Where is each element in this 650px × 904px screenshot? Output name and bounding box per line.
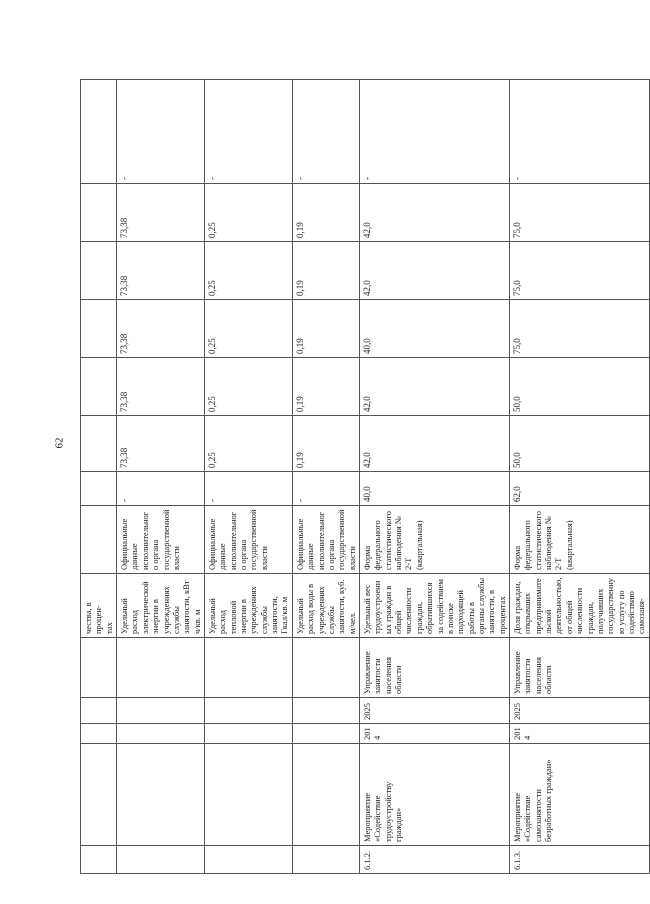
cell-event: Мероприятие «Содействие самозанятости безработных граждан» bbox=[510, 744, 650, 846]
cell-no bbox=[292, 846, 359, 874]
cell-v6: 0,19 bbox=[292, 184, 359, 242]
cell-v7: - bbox=[117, 80, 205, 184]
cell-v7 bbox=[81, 80, 117, 184]
cell-v1 bbox=[81, 472, 117, 506]
cell-event bbox=[292, 744, 359, 846]
cell-v3: 50,0 bbox=[510, 358, 650, 416]
cell-v6 bbox=[81, 184, 117, 242]
cell-executor: Управление занятости населения области bbox=[510, 638, 650, 698]
cell-end bbox=[81, 698, 117, 724]
table-row bbox=[117, 80, 205, 874]
cell-v5 bbox=[81, 242, 117, 300]
cell-source: Официальные данные исполнительного органа государственной власти bbox=[117, 506, 205, 574]
cell-v7: - bbox=[292, 80, 359, 184]
cell-v5: 73,38 bbox=[117, 242, 205, 300]
cell-v7: - bbox=[510, 80, 650, 184]
cell-indicator: чества, в процен- тах bbox=[81, 574, 117, 638]
cell-no: 6.1.2. bbox=[359, 846, 509, 874]
cell-v4: 75,0 bbox=[510, 300, 650, 358]
cell-indicator: Удельный вес трудоустроенных граждан в общей численности граждан, обратившихся за содействием в поиске подходящей работы в органы службы занятости, в процентах bbox=[359, 574, 509, 638]
table-row bbox=[510, 80, 650, 874]
cell-indicator: Удельный расход воды в учреждениях службы занятости, куб. м/чел. bbox=[292, 574, 359, 638]
cell-v4: 73,38 bbox=[117, 300, 205, 358]
cell-end: 2025 bbox=[510, 698, 650, 724]
table-row bbox=[292, 80, 359, 874]
cell-v3: 0,19 bbox=[292, 358, 359, 416]
cell-end: 2025 bbox=[359, 698, 509, 724]
cell-v2 bbox=[81, 416, 117, 472]
cell-indicator: Удельный расход тепловой энергии в учреждениях службы занятости, Гкал/кв. м bbox=[204, 574, 292, 638]
cell-v4 bbox=[81, 300, 117, 358]
cell-indicator: Удельный расход электрической энергии в учреждениях службы занятости, кВт ч/кв. м bbox=[117, 574, 205, 638]
cell-end bbox=[204, 698, 292, 724]
table-row bbox=[81, 80, 117, 874]
cell-end bbox=[117, 698, 205, 724]
cell-source: Форма федерального статистического наблюдения № 2-Т (квартальная) bbox=[359, 506, 509, 574]
cell-v2: 0,25 bbox=[204, 416, 292, 472]
cell-no bbox=[117, 846, 205, 874]
cell-v2: 50,0 bbox=[510, 416, 650, 472]
cell-v7: - bbox=[359, 80, 509, 184]
cell-v1: - bbox=[204, 472, 292, 506]
cell-source: Форма федерального статистического наблюдения № 2-Т (квартальная) bbox=[510, 506, 650, 574]
cell-v4: 0,25 bbox=[204, 300, 292, 358]
cell-v1: - bbox=[117, 472, 205, 506]
cell-v6: 42,0 bbox=[359, 184, 509, 242]
cell-v6: 73,38 bbox=[117, 184, 205, 242]
cell-v5: 0,25 bbox=[204, 242, 292, 300]
cell-no bbox=[81, 846, 117, 874]
program-indicators-table bbox=[80, 79, 650, 874]
cell-start bbox=[117, 724, 205, 744]
cell-executor bbox=[117, 638, 205, 698]
cell-v1: 62,0 bbox=[510, 472, 650, 506]
table-row bbox=[204, 80, 292, 874]
cell-start bbox=[292, 724, 359, 744]
cell-v3: 73,38 bbox=[117, 358, 205, 416]
cell-event bbox=[204, 744, 292, 846]
cell-event bbox=[81, 744, 117, 846]
cell-start bbox=[81, 724, 117, 744]
cell-v2: 0,19 bbox=[292, 416, 359, 472]
cell-v6: 75,0 bbox=[510, 184, 650, 242]
cell-start: 2014 bbox=[510, 724, 650, 744]
cell-source: Официальные данные исполнительного органа государственной власти bbox=[292, 506, 359, 574]
rotated-table-wrapper bbox=[80, 80, 647, 874]
cell-v7: - bbox=[204, 80, 292, 184]
cell-start: 2014 bbox=[359, 724, 509, 744]
cell-v1: - bbox=[292, 472, 359, 506]
cell-v5: 42,0 bbox=[359, 242, 509, 300]
cell-v4: 40,0 bbox=[359, 300, 509, 358]
cell-no: 6.1.3. bbox=[510, 846, 650, 874]
cell-v2: 73,38 bbox=[117, 416, 205, 472]
cell-start bbox=[204, 724, 292, 744]
cell-v5: 0,19 bbox=[292, 242, 359, 300]
cell-v3: 0,25 bbox=[204, 358, 292, 416]
cell-executor bbox=[292, 638, 359, 698]
cell-source bbox=[81, 506, 117, 574]
cell-executor bbox=[204, 638, 292, 698]
cell-indicator: Доля граждан, открывших предпринимательской деятельностью, от общей численности граждан, получивших государственную услугу по содействию самозаня- bbox=[510, 574, 650, 638]
cell-v1: 40,0 bbox=[359, 472, 509, 506]
cell-event: Мероприятие «Содействие трудоустройству граждан» bbox=[359, 744, 509, 846]
cell-v5: 75,0 bbox=[510, 242, 650, 300]
cell-v3 bbox=[81, 358, 117, 416]
cell-v6: 0,25 bbox=[204, 184, 292, 242]
table-row bbox=[359, 80, 509, 874]
cell-executor: Управление занятости населения области bbox=[359, 638, 509, 698]
cell-source: Официальные данные исполнительного органа государственной власти bbox=[204, 506, 292, 574]
cell-executor bbox=[81, 638, 117, 698]
cell-no bbox=[204, 846, 292, 874]
cell-event bbox=[117, 744, 205, 846]
cell-v2: 42,0 bbox=[359, 416, 509, 472]
page-number: 62 bbox=[53, 437, 66, 449]
cell-v3: 42,0 bbox=[359, 358, 509, 416]
cell-end bbox=[292, 698, 359, 724]
cell-v4: 0,19 bbox=[292, 300, 359, 358]
